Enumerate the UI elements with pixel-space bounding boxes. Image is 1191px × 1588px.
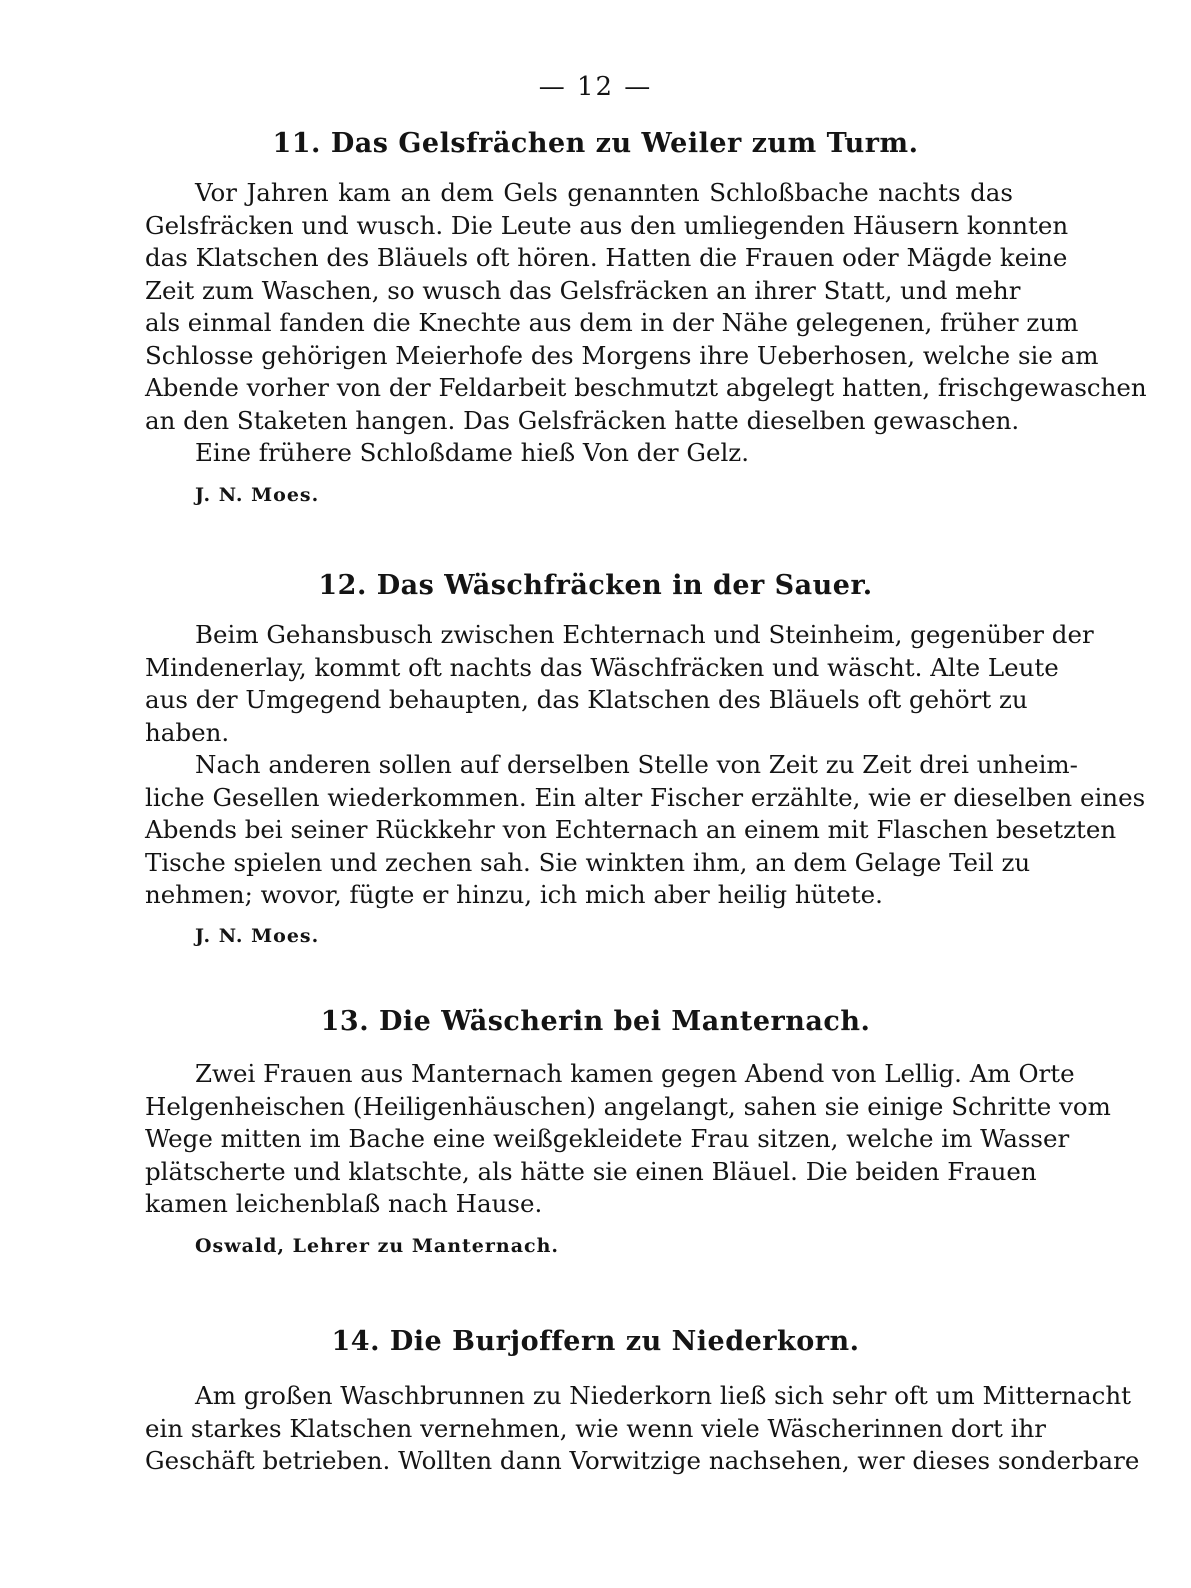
text-line: Abende vorher von der Feldarbeit beschmutzt abgelegt hatten, frischgewaschen (145, 373, 1147, 402)
text-line: Schlosse gehörigen Meierhofe des Morgens ihre Ueberhosen, welche sie am (145, 340, 1099, 370)
text-line: kamen leichenblaß nach Hause. (145, 1189, 543, 1218)
text-line: ein starkes Klatschen vernehmen, wie wenn viele Wäscherinnen dort ihr (145, 1413, 1046, 1443)
section-12-body (145, 619, 1146, 912)
text-line: Abends bei seiner Rückkehr von Echternach an einem mit Flaschen besetzten (145, 815, 1117, 844)
text-line: plätscherte und klatschte, als hätte sie einen Bläuel. Die beiden Frauen (145, 1156, 1037, 1186)
text-line: aus der Umgegend behaupten, das Klatschen des Bläuels oft gehört zu (145, 685, 1028, 714)
page-number: — 12 — (538, 72, 653, 102)
text-line: an den Staketen hangen. Das Gelsfräcken hatte dieselben gewaschen. (145, 405, 1020, 435)
section-11-heading: 11. Das Gelsfrächen zu Weiler zum Turm. (272, 128, 919, 159)
text-line: Gelsfräcken und wusch. Die Leute aus den umliegenden Häusern konnten (145, 210, 1069, 240)
section-12-heading: 12. Das Wäschfräcken in der Sauer. (318, 570, 873, 601)
text-line: Am großen Waschbrunnen zu Niederkorn ließ sich sehr oft um Mitternacht (195, 1381, 1132, 1410)
text-line: haben. (145, 717, 230, 747)
section-13-heading: 13. Die Wäscherin bei Manternach. (320, 1006, 871, 1037)
text-line: Nach anderen sollen auf derselben Stelle von Zeit zu Zeit drei unheim- (195, 750, 1078, 779)
text-line: Wege mitten im Bache eine weißgekleidete Frau sitzen, welche im Wasser (145, 1124, 1070, 1153)
text-line: das Klatschen des Bläuels oft hören. Hatten die Frauen oder Mägde keine (145, 243, 1068, 272)
text-line: Helgenheischen (Heiligenhäuschen) angelangt, sahen sie einige Schritte vom (145, 1091, 1111, 1121)
text-line: Mindenerlay, kommt oft nachts das Wäschfräcken und wäscht. Alte Leute (145, 652, 1059, 682)
text-line: Zeit zum Waschen, so wusch das Gelsfräcken an ihrer Statt, und mehr (145, 275, 1021, 305)
text-line: als einmal fanden die Knechte aus dem in der Nähe gelegenen, früher zum (145, 308, 1079, 337)
section-14-heading: 14. Die Burjoffern zu Niederkorn. (331, 1326, 860, 1357)
text-line: Beim Gehansbusch zwischen Echternach und Steinheim, gegenüber der (195, 620, 1094, 649)
section-14-body (145, 1380, 1140, 1478)
text-line: Zwei Frauen aus Manternach kamen gegen Abend von Lellig. Am Orte (195, 1059, 1075, 1088)
text-line: Tische spielen und zechen sah. Sie winkten ihm, an dem Gelage Teil zu (145, 847, 1031, 877)
section-11-body (145, 177, 1147, 470)
section-11-signature: J. N. Moes. (195, 484, 320, 506)
text-line: Geschäft betrieben. Wollten dann Vorwitzige nachsehen, wer dieses sonderbare (145, 1446, 1140, 1475)
section-13-body (145, 1058, 1111, 1221)
text-line: liche Gesellen wiederkommen. Ein alter Fischer erzählte, wie er dieselben eines (145, 782, 1146, 812)
text-line: nehmen; wovor, fügte er hinzu, ich mich aber heilig hütete. (145, 880, 883, 909)
text-line: Vor Jahren kam an dem Gels genannten Schloßbache nachts das (195, 178, 1013, 207)
text-line: Eine frühere Schloßdame hieß Von der Gelz. (195, 438, 749, 467)
section-13-signature: Oswald, Lehrer zu Manternach. (195, 1235, 560, 1257)
section-12-signature: J. N. Moes. (195, 925, 320, 947)
